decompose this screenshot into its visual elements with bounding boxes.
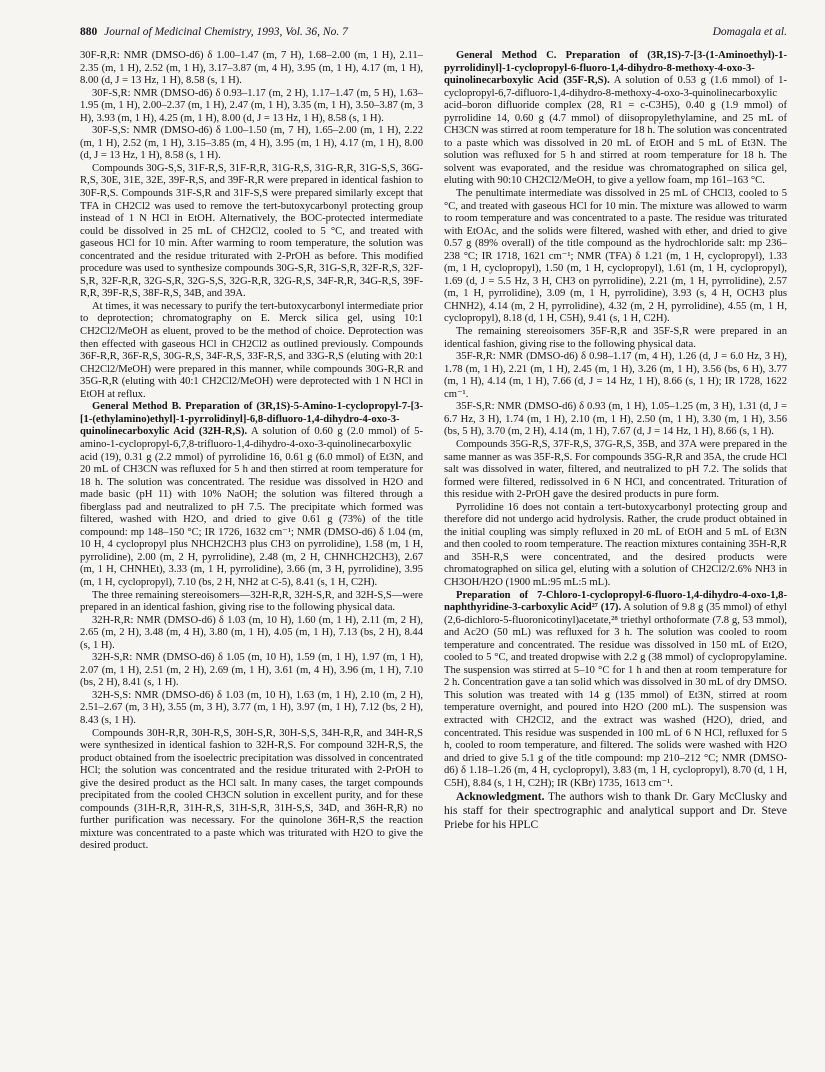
method-c-text: A solution of 0.53 g (1.6 mmol) of 1-cyclopropyl-6,7-difluoro-1,4-dihydro-8-methoxy-4-oxo-3-quinolinecarboxylic acid–boron difluoride complex (28, R1 = c-C3H5), 0.40 g (1.9 mmol) of pyrrolidine 14, 0.60 g (4.7 mmol) of diisopropylethylamine, and 25 mL of CH3CN was stirred at room temperature for 18 h. The solution was concentrated to a paste which was dissolved in 20 mL of EtOH and 5 mL of Et3N. The solution was refluxed for 5 h and stirred at room temperature for 18 h. The solvent was evaporated, and the residue was chromatographed on silica gel, eluting with 90:10 CH2Cl2/MeOH, to give a yellow foam, mp 161–163 °C. (444, 75, 787, 187)
paragraph-stereoisomers-32H: The three remaining stereoisomers—32H-R,R, 32H-S,R, and 32H-S,S—were prepared in an identical fashion, giving rise to the following physical data. (80, 589, 423, 614)
paragraph-purification: At times, it was necessary to purify the tert-butoxycarbonyl intermediate prior to deprotection; chromatography on E. Merck silica gel, using 10:1 CH2Cl2/MeOH as eluent, proved to be the method of choice. Deprotection was then effected with gaseous HCl in CH2Cl2 as outlined previously. Compounds 36F-R,R, 36F-R,S, 30G-R,S, 34F-R,S, 33F-R,S, and 33G-R,S (eluting with 20:1 CH2Cl2/MeOH) were prepared in this manner, while compounds 30G-R,R and 35G-R,R (eluting with 40:1 CH2Cl2/MeOH) were deprotected with 1 N HCl in EtOH at reflux. (80, 300, 423, 400)
method-b-text: A solution of 0.60 g (2.0 mmol) of 5-amino-1-cyclopropyl-6,7,8-trifluoro-1,4-dihydro-4-oxo-3-quinolinecarboxylic acid (19), 0.31 g (2.2 mmol) of pyrrolidine 16, 0.61 g (6.0 mmol) of Et3N, and 20 mL of CH3CN was refluxed for 5 h and then stirred at room temperature for 18 h. The solution was concentrated. The residue was dissolved in H2O and made basic (pH 11) with 10% NaOH; the solution was filtered through a fiberglass pad and neutralized to pH 7.5. The precipitate which formed was filtered, washed with H2O, and dried to give 0.61 g (73%) of the title compound: mp 148–150 °C; IR 1726, 1632 cm⁻¹; NMR (DMSO-d6) δ 1.04 (m, 10 H, 4 cyclopropyl plus NHCH2CH3 plus CH3 on pyrrolidine), 1.58 (m, 1 H, pyrrolidine), 2.00 (m, 2 H, pyrrolidine), 2.48 (m, 2 H, CHNHCH2CH3), 2.67 (m, 1 H, CHNHEt), 3.33 (m, 1 H, pyrrolidine), 3.66 (m, 3 H, pyrrolidine), 3.95 (m, 1 H, cyclopropyl), 7.10 (bs, 2 H, NH2 at C-5), 8.41 (s, 1 H, C2H). (80, 426, 423, 588)
paragraph-penultimate: The penultimate intermediate was dissolved in 25 mL of CHCl3, cooled to 5 °C, and treated with gaseous HCl for 10 min. The mixture was allowed to warm to room temperature and was concentrated to a paste. The residue was triturated with EtOAc, and the solids were filtered, washed with ether, and dried to give 0.57 g (89% overall) of the title compound as the hydrochloride salt: mp 236–238 °C; IR 1718, 1621 cm⁻¹; NMR (TFA) δ 1.21 (m, 1 H, cyclopropyl), 1.33 (m, 1 H, cyclopropyl), 1.50 (m, 1 H, cyclopropyl), 1.61 (m, 1 H, cyclopropyl), 1.69 (d, J = 5.5 Hz, 3 H, CH3 on pyrrolidine), 2.21 (m, 1 H, pyrrolidine), 2.57 (m, 1 H, pyrrolidine), 3.09 (m, 1 H, pyrrolidine), 3.93 (s, 4 H, OCH3 plus CHNH2), 4.14 (m, 2 H, pyrrolidine), 4.32 (m, 2 H, pyrrolidine), 4.55 (m, 1 H, cyclopropyl), 8.18 (d, 1 H, C5H), 9.41 (s, 1 H, C2H). (444, 188, 787, 325)
running-head (80, 26, 787, 44)
right-column (444, 50, 787, 853)
nmr-35F-RR: 35F-R,R: NMR (DMSO-d6) δ 0.98–1.17 (m, 4 H), 1.26 (d, J = 6.0 Hz, 3 H), 1.78 (m, 1 H), 2.21 (m, 1 H), 2.45 (m, 1 H), 3.26 (m, 1 H), 3.56 (bs, 6 H), 3.77 (m, 1 H), 4.14 (m, 1 H), 7.66 (d, J = 14 Hz, 1 H), 8.66 (s, 1 H); IR 1728, 1622 cm⁻¹. (444, 351, 787, 400)
naphthyridine-heading: Preparation of 7-Chloro-1-cyclopropyl-6-fluoro-1,4-dihydro-4-oxo-1,8-naphthyridine-3-carboxylic Acid²⁷ (17). (444, 589, 787, 614)
nmr-32H-RR: 32H-R,R: NMR (DMSO-d6) δ 1.03 (m, 10 H), 1.60 (m, 1 H), 2.11 (m, 2 H), 2.65 (m, 2 H), 3.48 (m, 4 H), 3.80 (m, 1 H), 4.05 (m, 1 H), 7.13 (bs, 2 H), 8.44 (s, 1 H). (80, 614, 423, 651)
nmr-30F-RR: 30F-R,R: NMR (DMSO-d6) δ 1.00–1.47 (m, 7 H), 1.68–2.00 (m, 1 H), 2.11–2.35 (m, 1 H), 2.52 (m, 1 H), 3.17–3.87 (m, 4 H), 3.95 (m, 1 H), 4.17 (m, 1 H), 8.00 (d, J = 13 Hz, 1 H), 8.58 (s, 1 H). (80, 50, 423, 87)
paragraph-compounds-30H: Compounds 30H-R,R, 30H-R,S, 30H-S,R, 30H-S,S, 34H-R,R, and 34H-R,S were synthesized in identical fashion to 32H-R,S. For compound 32H-R,S, the product obtained from the isoelectric precipitation was dissolved in concentrated HCl; the solution was concentrated and the residue triturated with 2-PrOH to give the desired product as the HCl salt. In many cases, the target compounds precipitated from the cooled CH3CN solution in excellent purity, and for these compounds (31H-R,R, 31H-R,S, 31H-S,R, 31H-S,S, 34D, and 36H-R,R) no further purification was necessary. For the quinolone 36H-R,S the reaction mixture was concentrated to a paste which was triturated with H2O to give the desired product. (80, 727, 423, 852)
method-c-heading: General Method C. Preparation of (3R,1S)-7-[3-(1-Aminoethyl)-1-pyrrolidinyl]-1-cyclopropyl-6-fluoro-1,4-dihydro-8-methoxy-4-oxo-3-quinolinecarboxylic Acid (35F-R,S). (444, 50, 787, 87)
nmr-32H-SS: 32H-S,S: NMR (DMSO-d6) δ 1.03 (m, 10 H), 1.63 (m, 1 H), 2.10 (m, 2 H), 2.51–2.67 (m, 3 H), 3.55 (m, 3 H), 3.77 (m, 1 H), 3.97 (m, 1 H), 7.12 (bs, 2 H), 8.43 (s, 1 H). (80, 689, 423, 726)
nmr-30F-SS: 30F-S,S: NMR (DMSO-d6) δ 1.00–1.50 (m, 7 H), 1.65–2.00 (m, 1 H), 2.22 (m, 1 H), 2.52 (m, 1 H), 3.15–3.85 (m, 4 H), 3.95 (m, 1 H), 4.17 (m, 1 H), 8.00 (d, J = 13 Hz, 1 H), 8.58 (s, 1 H). (80, 125, 423, 162)
paragraph-compounds-35G: Compounds 35G-R,S, 37F-R,S, 37G-R,S, 35B, and 37A were prepared in the same manner as was 35F-R,S. For compounds 35G-R,R and 35A, the crude HCl salt was dissolved in water, filtered, and neutralized to pH 7.2. The solids that formed were filtered, redissolved in 6 N HCl, and concentrated. Trituration of this residue with 2-PrOH gave the desired products in pure form. (444, 438, 787, 501)
running-authors: Domagala et al. (712, 26, 787, 38)
nmr-32H-SR: 32H-S,R: NMR (DMSO-d6) δ 1.05 (m, 10 H), 1.59 (m, 1 H), 1.97 (m, 1 H), 2.07 (m, 1 H), 2.51 (m, 2 H), 2.69 (m, 1 H), 3.61 (m, 4 H), 3.96 (m, 1 H), 7.10 (bs, 2 H), 8.41 (s, 1 H). (80, 652, 423, 689)
journal-citation: Journal of Medicinal Chemistry, 1993, Vol. 36, No. 7 (104, 26, 348, 38)
paragraph-pyrrolidine-16: Pyrrolidine 16 does not contain a tert-butoxycarbonyl protecting group and therefore did not undergo acid hydrolysis. Rather, the crude product obtained in the initial coupling was simply refluxed in 20 mL of EtOH and 5 mL of Et3N and then cooled to room temperature. The reaction mixtures containing 35H-R,R and 35H-R,S were concentrated, and the desired products were chromatographed on silica gel, eluting with a solution of CH2Cl2/2.6% NH3 in CH3OH/H2O (1900 mL:95 mL:5 mL). (444, 501, 787, 588)
method-c-section (444, 50, 787, 188)
paragraph-remaining-35F: The remaining stereoisomers 35F-R,R and 35F-S,R were prepared in an identical fashion, giving rise to the following physical data. (444, 326, 787, 350)
method-b-section (80, 401, 423, 589)
method-b-heading: General Method B. Preparation of (3R,1S)-5-Amino-1-cyclopropyl-7-[3-[1-(ethylamino)ethyl]-1-pyrrolidinyl]-6,8-difluoro-1,4-dihydro-4-oxo-3-quinolinecarboxylic Acid (32H-R,S). (80, 401, 423, 438)
acknowledgment-heading: Acknowledgment. (456, 791, 545, 804)
paragraph-compounds-prepared: Compounds 30G-S,S, 31F-R,S, 31F-R,R, 31G-R,S, 31G-R,R, 31G-S,S, 36G-R,S, 30E, 31E, 32E, 39F-R,S, and 39F-R,R were prepared in identical fashion to 30F-R,S. Compounds 31F-S,R and 31F-S,S were prepared similarly except that TFA in CH2Cl2 was used to remove the tert-butoxycarbonyl protecting group instead of 1 N HCl in EtOH. Alternatively, the BOC-protected intermediate could be dissolved in 25 mL of CH2Cl2, cooled to 5 °C, and treated with gaseous HCl for 10 min. After warming to room temperature, the solution was concentrated and the residue triturated with 2-PrOH as before. This modified procedure was used to synthesize compounds 30G-S,R, 31G-S,R, 32F-R,S, 32F-S,R, 32F-R,R, 32G-S,R, 32G-S,S, 32G-R,R, 32G-R,S, 34F-R,R, 34G-R,S, 39F-R,R, 39F-R,S, 38F-R,S, 34B, and 39A. (80, 162, 423, 300)
acknowledgment-text: The authors wish to thank Dr. Gary McClusky and his staff for their spectrographic and analytical support and Dr. Steve Priebe for his HPLC (444, 791, 787, 832)
nmr-35F-SR: 35F-S,R: NMR (DMSO-d6) δ 0.93 (m, 1 H), 1.05–1.25 (m, 3 H), 1.31 (d, J = 6.7 Hz, 3 H), 1.74 (m, 1 H), 2.10 (m, 1 H), 2.50 (m, 1 H), 3.30 (m, 1 H), 3.56 (bs, 5 H), 3.70 (m, 2 H), 4.14 (m, 1 H), 7.67 (d, J = 14 Hz, 1 H), 8.66 (s, 1 H). (444, 401, 787, 438)
nmr-30F-SR: 30F-S,R: NMR (DMSO-d6) δ 0.93–1.17 (m, 2 H), 1.17–1.47 (m, 5 H), 1.63–1.95 (m, 1 H), 2.00–2.37 (m, 1 H), 2.47 (m, 1 H), 3.35 (m, 1 H), 3.50–3.87 (m, 3 H), 3.93 (m, 1 H), 4.25 (m, 1 H), 8.00 (d, J = 13 Hz, 1 H), 8.58 (s, 1 H). (80, 87, 423, 124)
left-column (80, 50, 423, 853)
page-number: 880 (80, 26, 98, 38)
naphthyridine-section (444, 590, 787, 791)
naphthyridine-text: A solution of 9.8 g (35 mmol) of ethyl (2,6-dichloro-5-fluoronicotinyl)acetate,²⁸ triethyl orthoformate (7.8 g, 53 mmol), and Ac2O (50 mL) was refluxed for 3 h. The solution was cooled to room temperature and concentrated. The residue was dissolved in 150 mL of Et2O, cooled to 5 °C, and treated dropwise with 2.2 g (38 mmol) of cyclopropylamine. The suspension was stirred at 5–10 °C for 1 h and then at room temperature for 2 h. Concentration gave a tan solid which was dissolved in 30 mL of dry DMSO. This solution was treated with 14 g (135 mmol) of Et3N, stirred at room temperature overnight, and poured into H2O (200 mL). The suspension was extracted with CH2Cl2, and the extract was washed (H2O), dried, and concentrated. This residue was suspended in 100 mL of 6 N HCl, refluxed for 5 h, cooled to room temperature, and filtered. The solids were washed with H2O and dried to give 5.1 g of the title compound: mp 210–212 °C; NMR (DMSO-d6) δ 1.18–1.26 (m, 4 H, cyclopropyl), 3.83 (m, 1 H, cyclopropyl), 8.70 (d, 1 H, C5H), 8.84 (s, 1 H, C2H); IR (KBr) 1735, 1613 cm⁻¹. (444, 602, 787, 789)
two-column-body (80, 50, 787, 853)
acknowledgment (444, 790, 787, 832)
